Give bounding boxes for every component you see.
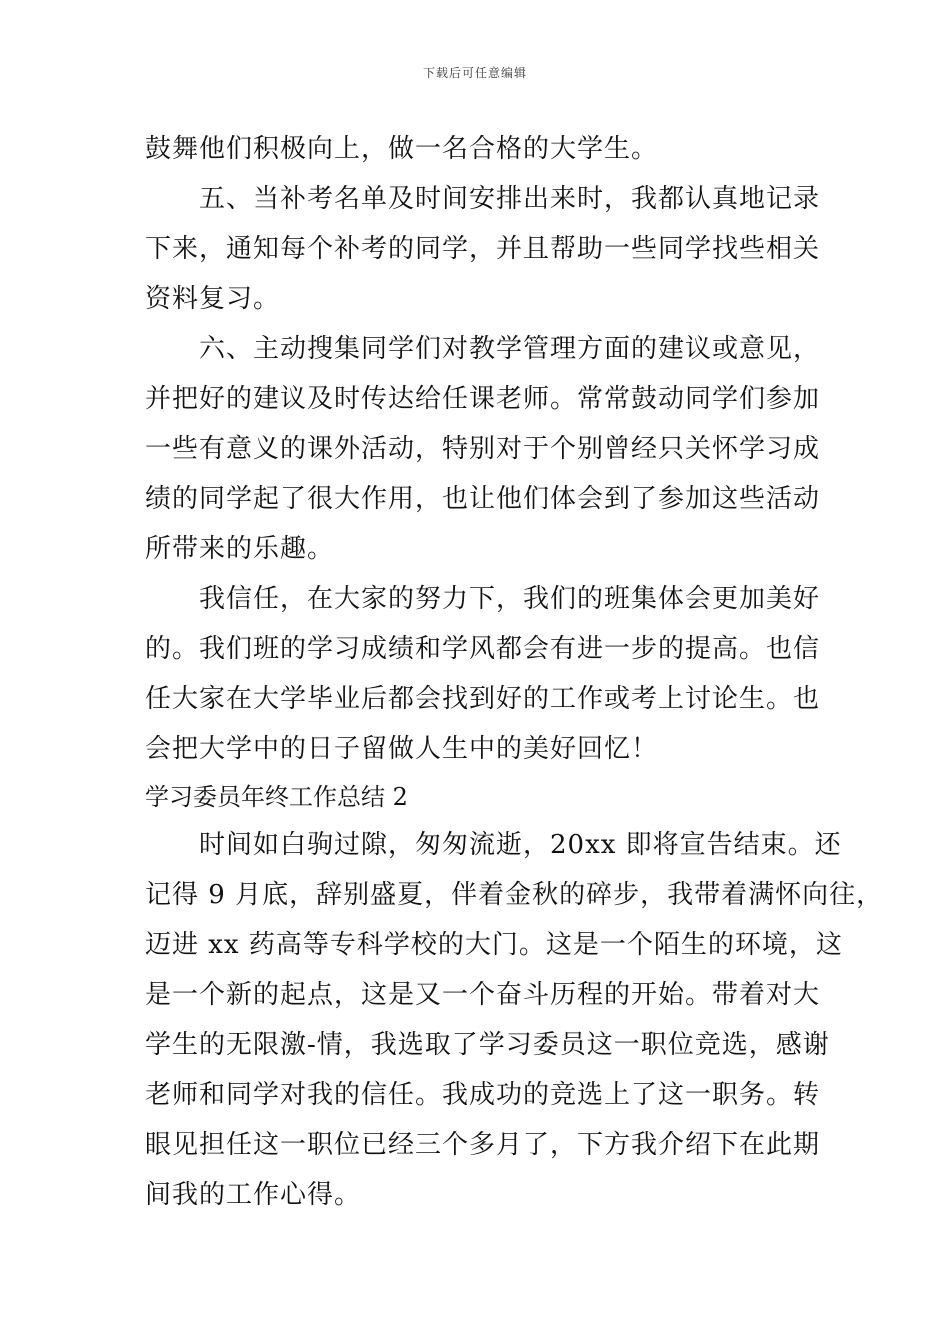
- text-line: 的。我们班的学习成绩和学风都会有进一步的提高。也信: [145, 634, 821, 664]
- text-line: 下来，通知每个补考的同学，并且帮助一些同学找些相关: [145, 234, 821, 264]
- section-title: 学习委员年终工作总结 2: [145, 783, 408, 811]
- text-line: 五、当补考名单及时间安排出来时，我都认真地记录: [199, 184, 821, 214]
- text-line: 会把大学中的日子留做人生中的美好回忆！: [145, 734, 659, 764]
- text-line: 眼见担任这一职位已经三个多月了，下方我介绍下在此期: [145, 1130, 821, 1160]
- text-line: 老师和同学对我的信任。我成功的竞选上了这一职务。转: [145, 1080, 821, 1110]
- text-line: 一些有意义的课外活动，特别对于个别曾经只关怀学习成: [145, 434, 821, 464]
- text-line: 是一个新的起点，这是又一个奋斗历程的开始。带着对大: [145, 980, 821, 1010]
- text-line: 间我的工作心得。: [145, 1180, 362, 1210]
- text-line: 所带来的乐趣。: [145, 534, 335, 564]
- text-line: 时间如白驹过隙，匆匆流逝，20xx 即将宣告结束。还: [199, 830, 842, 860]
- text-line: 资料复习。: [145, 284, 281, 314]
- page-header-note: 下载后可任意编辑: [422, 66, 527, 80]
- text-line: 绩的同学起了很大作用，也让他们体会到了参加这些活动: [145, 484, 821, 514]
- text-line: 六、主动搜集同学们对教学管理方面的建议或意见，: [199, 334, 821, 364]
- text-line: 任大家在大学毕业后都会找到好的工作或考上讨论生。也: [145, 684, 821, 714]
- text-line: 迈进 xx 药高等专科学校的大门。这是一个陌生的环境，这: [145, 930, 843, 960]
- paragraph-block-summary-2: [145, 820, 884, 1220]
- text-line: 鼓舞他们积极向上，做一名合格的大学生。: [145, 134, 659, 164]
- text-line: 我信任，在大家的努力下，我们的班集体会更加美好: [199, 584, 821, 614]
- text-line: 记得 9 月底，辞别盛夏，伴着金秋的碎步，我带着满怀向往，: [145, 880, 884, 910]
- document-body: [145, 124, 884, 1220]
- text-line: 学生的无限激-情，我选取了学习委员这一职位竞选，感谢: [145, 1030, 830, 1060]
- paragraph-block-previous: [145, 124, 821, 774]
- text-line: 并把好的建议及时传达给任课老师。常常鼓动同学们参加: [145, 384, 821, 414]
